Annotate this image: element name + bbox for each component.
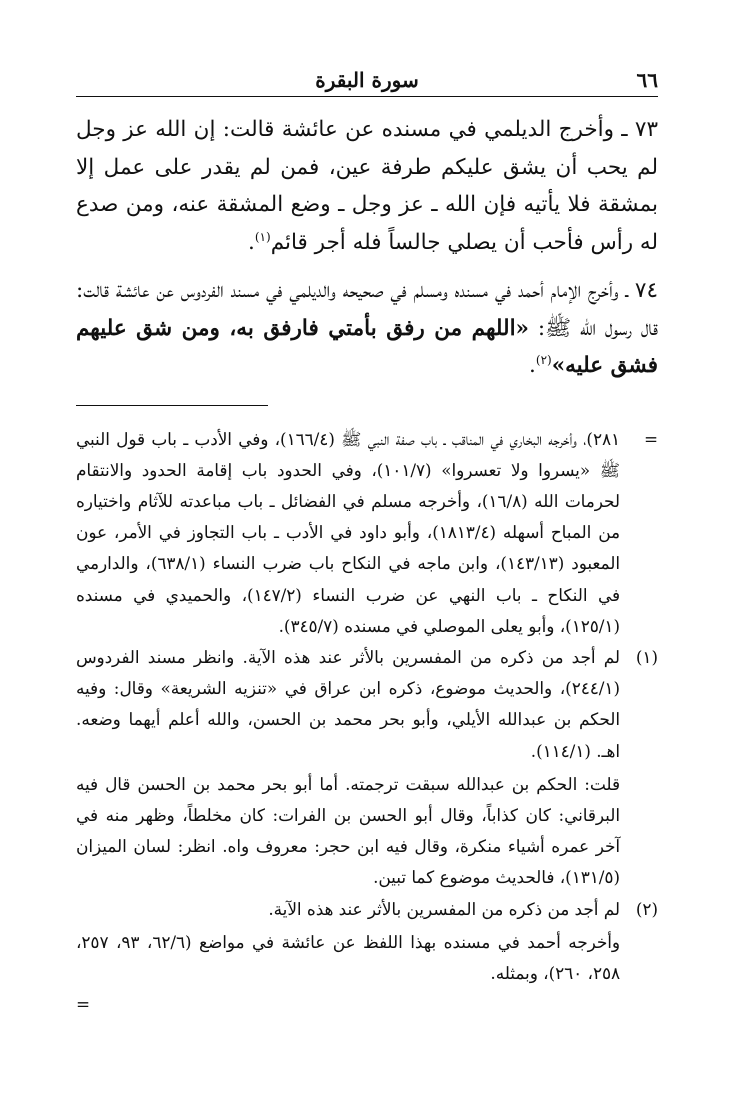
footnote-ref[interactable]: (٢) [535,352,552,367]
main-text [76,111,658,385]
footnote-text: لم أجد من ذكره من المفسرين بالأثر عند هذه الآية. [268,898,620,919]
footnote-divider [76,405,268,406]
footnote-text: ٢٨١)، وأخرجه البخاري في المناقب ـ باب صفة النبي ﷺ (١٦٦/٤)، وفي الأدب ـ باب قول النبي ﷺ «يسروا ولا تعسروا» (١٠١/٧)، وفي الحدود باب إقامة الحدود والانتقام لحرمات الله (١٦/٨)، وأخرجه مسلم في الفضائل ـ باب مباعدته للآثام واختياره من المباح أسهله (١٨١٣/٤)، وأبو داود في الأدب ـ باب التجاوز في الأمر، عون المعبود (١٤٣/١٣)، وابن ماجه في النكاح باب ضرب النساء (٦٣٨/١)، والدارمي في النكاح ـ باب النهي عن ضرب النساء (١٤٧/٢)، والحميدي في مسنده (١٢٥/١)، وأبو يعلى الموصلي في مسنده (٣٤٥/٧). [76,428,621,636]
paragraph-text: ٧٤ ـ وأخرج الإمام أحمد في مسنده ومسلم في صحيحه والديلمي في مسند الفردوس عن عائشة قالت: قال رسول الله ﷺ: [76,278,658,341]
paragraph-tail: . [248,229,255,255]
paragraph-text: ٧٣ ـ وأخرج الديلمي في مسنده عن عائشة قالت: إن الله عز وجل لم يحب أن يشق عليكم طرفة عين، فمن لم يقدر على عمل إلا بمشقة فلا يأتيه فإن الله ـ عز وجل ـ وضع المشقة عنه، ومن صدع له رأس فأحب أن يصلي جالساً فله أجر قائم [76,117,658,255]
surah-title: سورة البقرة [315,68,419,92]
footnote-extra: وأخرجه أحمد في مسنده بهذا اللفظ عن عائشة في مواضع (٦٢/٦، ٩٣، ٢٥٧، ٢٥٨، ٢٦٠)، وبمثله. [76,931,620,983]
footnote-2 [76,894,658,1021]
footnote-1 [76,642,658,894]
footnote-extra: قلت: الحكم بن عبدالله سبقت ترجمته. أما أبو بحر محمد بن الحسن قال فيه البرقاني: كان كذاباً، وقال أبو الحسن بن الفرات: كان مخلطاً، وظهر منه في آخر عمره أشياء منكرة، وقال فيه ابن حجر: معروف واه. انظر: لسان الميزان (١٣١/٥)، فالحديث موضوع كما تبين. [76,773,620,888]
book-page [76,68,658,1020]
footnotes [76,424,658,1021]
page-header [76,68,658,97]
paragraph-tail: . [529,353,536,378]
footnote-mark: (١) [635,646,658,667]
footnote-continued [76,424,658,642]
footnote-mark: = [643,428,658,449]
footnote-ref[interactable]: (١) [254,229,271,244]
footnote-mark: (٢) [635,898,658,919]
footnote-text: لم أجد من ذكره من المفسرين بالأثر عند هذه الآية. وانظر مسند الفردوس (٢٤٤/١)، والحديث موضوع، ذكره ابن عراق في «تنزيه الشريعة» وقال: وفيه الحكم بن عبدالله الأيلي، وأبو بحر محمد بن الحسن، والله أعلم أيهما وضعه. اهـ. (١١٤/١). [76,646,620,761]
paragraph-74 [76,272,658,385]
paragraph-73 [76,111,658,261]
hadith-quote: «اللهم من رفق بأمتي فارفق به، ومن شق عليهم فشق عليه» [76,315,658,378]
page-number: ٦٦ [636,68,658,92]
continuation-mark: = [76,994,91,1015]
